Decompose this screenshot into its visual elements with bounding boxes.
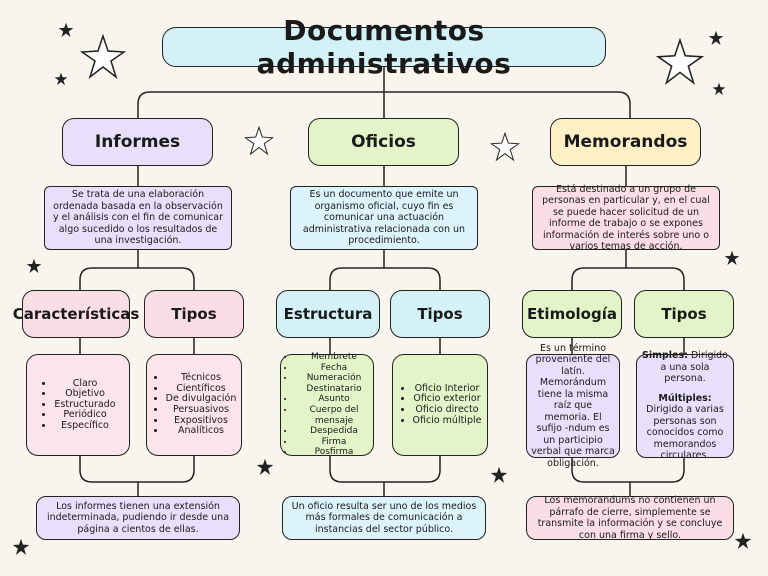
list-item: • Técnicos	[166, 373, 237, 384]
list-item: • Persuasivos	[166, 405, 237, 416]
list-item: • Oficio exterior	[413, 394, 482, 405]
list-item: • Claro	[54, 379, 115, 390]
informes-features-list	[26, 354, 130, 456]
page-title: Documentos administrativos	[162, 27, 606, 67]
informes-types-header: Tipos	[144, 290, 244, 338]
oficios-structure-list	[280, 354, 374, 456]
informes-types-list	[146, 354, 242, 456]
list-item: • Despedida	[295, 426, 373, 437]
type-text: Dirigido a varias personas son conocidos como memorandos circulares.	[646, 404, 724, 462]
list-item: • Fecha	[295, 363, 373, 374]
list-item: • Oficio directo	[413, 405, 482, 416]
star-icon	[656, 38, 704, 86]
list-item: • Estructurado	[54, 400, 115, 411]
header-oficios: Oficios	[308, 118, 459, 166]
star-icon	[712, 82, 726, 96]
list-item: • Posfirma	[295, 447, 373, 458]
list-item: • Oficio Interior	[413, 384, 482, 395]
informes-footer: Los informes tienen una extensión indeterminada, pudiendo ir desde una página a cientos de ellas.	[36, 496, 240, 540]
list-item: • De divulgación	[166, 394, 237, 405]
list-item: • Numeración	[295, 373, 373, 384]
list-item: • Asunto	[295, 394, 373, 405]
star-icon	[490, 466, 508, 484]
type-text: Dirigido a una sola persona.	[660, 350, 728, 385]
memorandos-types-header: Tipos	[634, 290, 734, 338]
star-icon	[58, 22, 74, 38]
memorandos-etymology-header: Etimología	[522, 290, 622, 338]
type-term: Simples:	[642, 350, 688, 362]
memorandos-footer: Los memorandums no contienen un párrafo de cierre, simplemente se transmite la información y se concluye con una firma y sello.	[526, 496, 734, 540]
star-icon	[256, 458, 274, 476]
oficios-footer: Un oficio resulta ser uno de los medios más formales de comunicación a instancias del sector público.	[282, 496, 486, 540]
oficios-types-list	[392, 354, 488, 456]
list-item: • Firma	[295, 437, 373, 448]
star-icon	[80, 34, 126, 80]
informes-features-header: Características	[22, 290, 130, 338]
list-item: • Científicos	[166, 384, 237, 395]
star-icon	[734, 532, 752, 550]
star-icon	[724, 250, 740, 266]
oficios-structure-header: Estructura	[276, 290, 380, 338]
type-term: Múltiples:	[658, 392, 712, 404]
header-informes: Informes	[62, 118, 213, 166]
star-icon	[54, 72, 68, 86]
list-item: • Periódico	[54, 410, 115, 421]
star-icon	[12, 538, 30, 556]
star-icon	[708, 30, 724, 46]
memorandos-description: Está destinado a un grupo de personas en particular y, en el cual se puede hacer solicitud de un informe de trabajo o se expones información de interés sobre uno o varios temas de acción.	[532, 186, 720, 250]
list-item: • Expositivos	[166, 416, 237, 427]
list-item: • Oficio múltiple	[413, 416, 482, 427]
list-item: • Cuerpo del mensaje	[295, 405, 373, 426]
list-item: Destinatario	[306, 383, 362, 394]
list-item: • Objetivo	[54, 389, 115, 400]
star-icon	[26, 258, 42, 274]
oficios-description: Es un documento que emite un organismo oficial, cuyo fin es comunicar una actuación administrativa relacionada con un procedimiento.	[290, 186, 478, 250]
memorandos-etymology-text: Es un término proveniente del latín. Memorándum tiene la misma raíz que memoria. El sufijo -ndum es un participio verbal que marca obligación.	[526, 354, 620, 458]
list-item: • Analíticos	[166, 426, 237, 437]
memorandos-types-text	[636, 350, 734, 462]
list-item: • Específico	[54, 421, 115, 432]
oficios-types-header: Tipos	[390, 290, 490, 338]
header-memorandos: Memorandos	[550, 118, 701, 166]
informes-description: Se trata de una elaboración ordenada basada en la observación y el análisis con el fin de comunicar algo sucedido o los resultados de una investigación.	[44, 186, 232, 250]
star-icon	[244, 126, 274, 156]
list-item: • Membrete	[295, 352, 373, 363]
star-icon	[490, 132, 520, 162]
